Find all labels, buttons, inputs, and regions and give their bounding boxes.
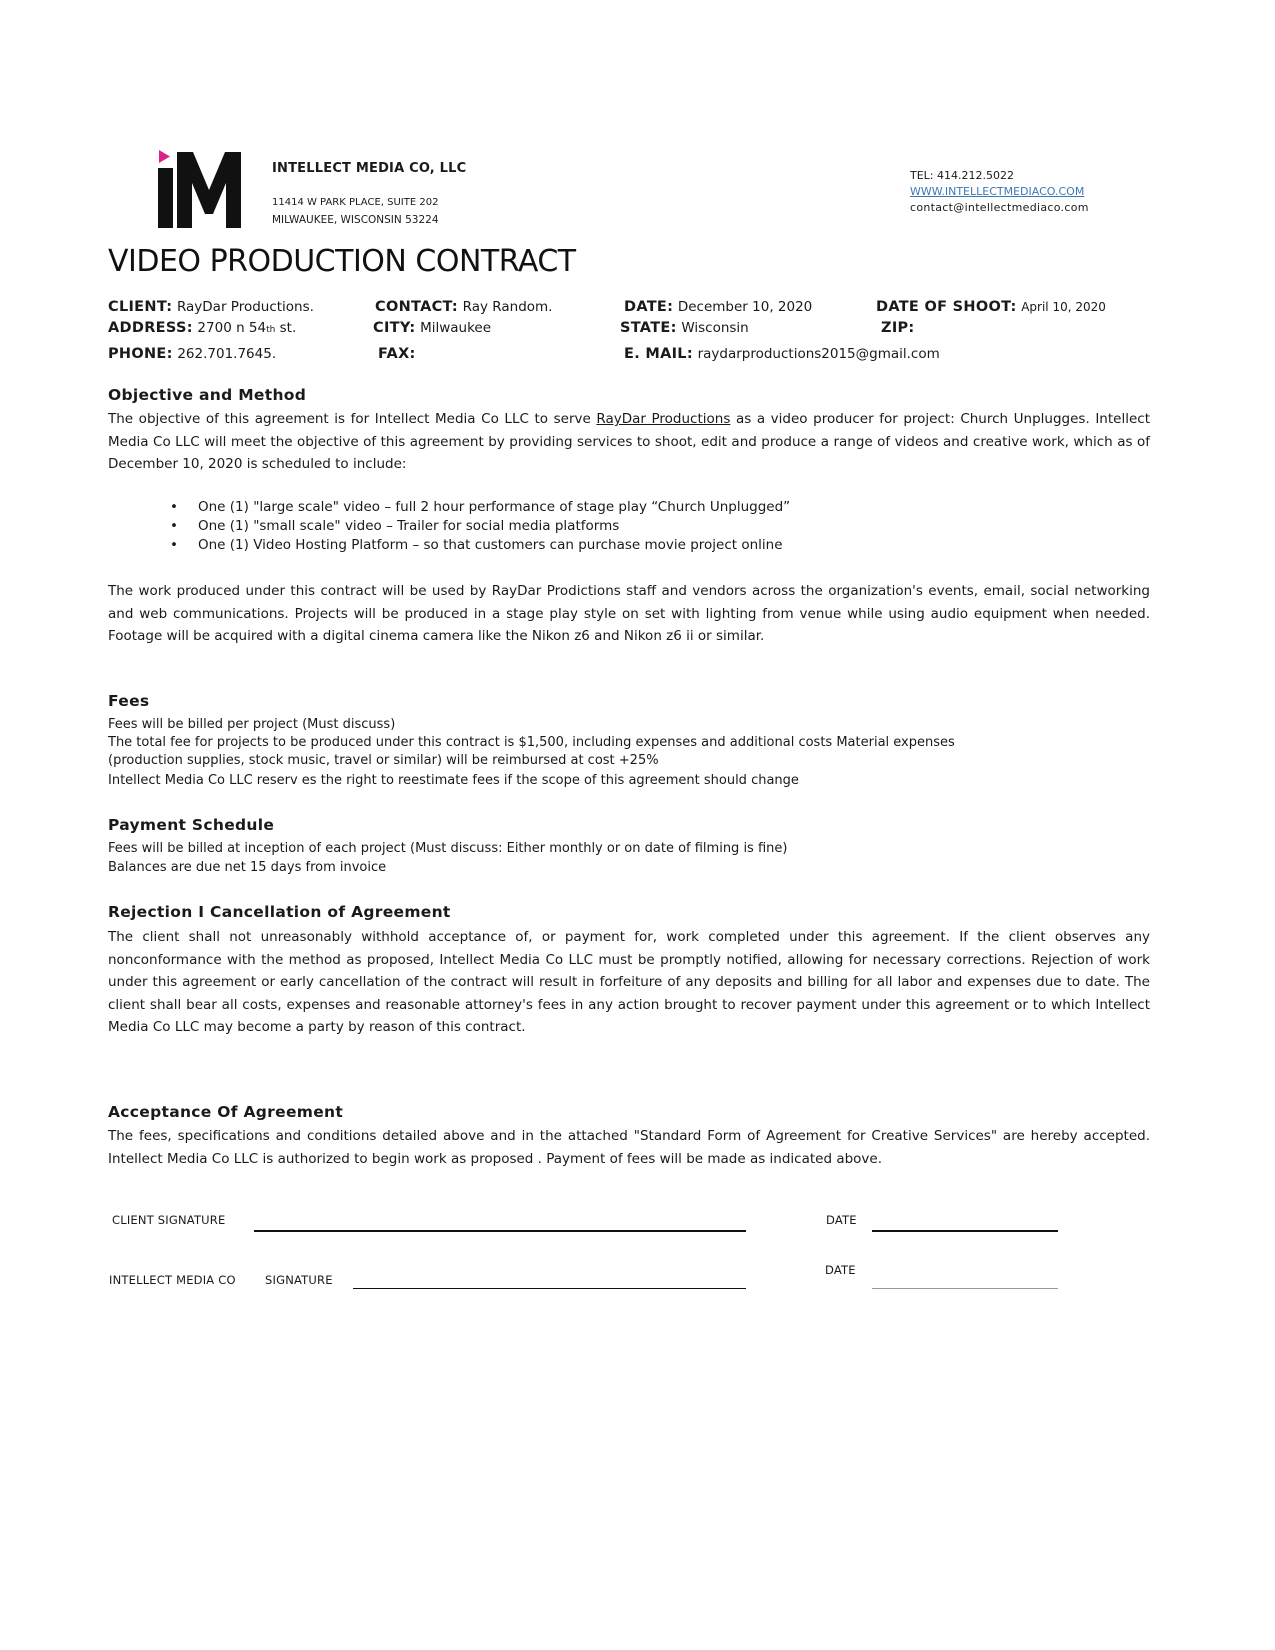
raydar-productions-link[interactable]: RayDar Productions xyxy=(596,411,731,427)
list-item: • One (1) "small scale" video – Trailer for social media platforms xyxy=(170,517,790,536)
deliverables-list xyxy=(170,498,790,555)
contact-field xyxy=(375,299,552,315)
phone-value: 262.701.7645. xyxy=(177,346,277,362)
logo-play-icon xyxy=(159,150,170,163)
client-signature-label: CLIENT SIGNATURE xyxy=(112,1213,226,1227)
date-of-shoot-value: April 10, 2020 xyxy=(1021,300,1106,314)
logo-m-shape xyxy=(177,152,241,228)
city-field xyxy=(373,320,491,336)
state-value: Wisconsin xyxy=(681,320,749,336)
rejection-heading: Rejection I Cancellation of Agreement xyxy=(108,903,451,921)
zip-field xyxy=(881,320,915,336)
client-date-label: DATE xyxy=(826,1213,857,1227)
company-address-line2: MILWAUKEE, WISCONSIN 53224 xyxy=(272,214,439,226)
company-date-label: DATE xyxy=(825,1263,856,1277)
payment-line: Fees will be billed at inception of each project (Must discuss: Either monthly or on date of filming is fine) xyxy=(108,841,788,856)
objective-heading: Objective and Method xyxy=(108,386,307,404)
rejection-paragraph: The client shall not unreasonably withhold acceptance of, or payment for, work completed under this agreement. If the client observes any nonconformance with the method as proposed, Intellect Media Co LLC must be promptly notified, allowing for necessary corrections. Rejection of work under this agreement or early cancellation of the contract will result in forfeiture of any deposits and billing for all labor and expenses due to date. The client shall bear all costs, expenses and reasonable attorney's fees in any action brought to recover payment under this agreement or to which Intellect Media Co LLC may become a party by reason of this contract. xyxy=(108,929,1150,1035)
company-logo xyxy=(155,150,243,230)
payment-heading: Payment Schedule xyxy=(108,816,275,834)
phone-field xyxy=(108,346,276,362)
objective-paragraph: The objective of this agreement is for Intellect Media Co LLC to serve RayDar Productions as a video producer for project: Church Unplugges. Intellect Media Co LLC will meet the objective of this agreement by providing services to shoot, edit and produce a range of videos and creative work, which as of December 10, 2020 is scheduled to include: xyxy=(108,411,1150,472)
date-field xyxy=(624,299,812,315)
client-signature-line[interactable] xyxy=(254,1230,746,1232)
list-item: • One (1) "large scale" video – full 2 hour performance of stage play “Church Unplugged” xyxy=(170,498,790,517)
address-value: 2700 n 54th st. xyxy=(197,320,297,336)
city-label: CITY: xyxy=(373,320,416,336)
client-date-line[interactable] xyxy=(872,1230,1058,1232)
state-label: STATE: xyxy=(620,320,677,336)
company-address-line1: 11414 W PARK PLACE, SUITE 202 xyxy=(272,197,439,208)
logo-i-stem xyxy=(158,168,173,228)
fees-heading: Fees xyxy=(108,692,150,710)
client-label: CLIENT: xyxy=(108,299,173,315)
fax-field xyxy=(378,346,416,362)
acceptance-paragraph: The fees, specifications and conditions detailed above and in the attached "Standard Form of Agreement for Creative Services" are hereby accepted. Intellect Media Co LLC is authorized to begin work as proposed . Payment of fees will be made as indicated above. xyxy=(108,1128,1150,1167)
email-field xyxy=(624,346,940,362)
contact-label: CONTACT: xyxy=(375,299,459,315)
acceptance-heading: Acceptance Of Agreement xyxy=(108,1103,344,1121)
usage-paragraph: The work produced under this contract will be used by RayDar Prodictions staff and vendors across the organization's events, email, social networking and web communications. Projects will be produced in a stage play style on set with lighting from venue while using audio equipment when needed. Footage will be acquired with a digital cinema camera like the Nikon z6 and Nikon z6 ii or similar. xyxy=(108,583,1150,644)
date-of-shoot-label: DATE OF SHOOT: xyxy=(876,299,1017,315)
company-name: INTELLECT MEDIA CO, LLC xyxy=(272,161,467,176)
contact-value: Ray Random. xyxy=(462,299,553,315)
company-signature-line[interactable] xyxy=(353,1288,746,1289)
date-value: December 10, 2020 xyxy=(677,299,813,315)
state-field xyxy=(620,320,749,336)
date-label: DATE: xyxy=(624,299,674,315)
list-item: • One (1) Video Hosting Platform – so that customers can purchase movie project online xyxy=(170,536,790,555)
date-of-shoot-field xyxy=(876,299,1106,315)
company-telephone: TEL: 414.212.5022 xyxy=(910,169,1014,182)
email-label: E. MAIL: xyxy=(624,346,693,362)
company-email: contact@intellectmediaco.com xyxy=(910,201,1089,214)
client-field xyxy=(108,299,314,315)
company-signature-label: INTELLECT MEDIA CO xyxy=(109,1273,236,1287)
fees-line: Fees will be billed per project (Must discuss) xyxy=(108,717,396,732)
fees-line: The total fee for projects to be produced under this contract is $1,500, including expenses and additional costs Material expenses xyxy=(108,735,955,750)
fees-line: (production supplies, stock music, travel or similar) will be reimbursed at cost +25% xyxy=(108,753,659,768)
payment-line: Balances are due net 15 days from invoice xyxy=(108,860,387,875)
email-value: raydarproductions2015@gmail.com xyxy=(697,346,940,362)
phone-label: PHONE: xyxy=(108,346,173,362)
address-field xyxy=(108,320,296,336)
document-title: VIDEO PRODUCTION CONTRACT xyxy=(108,244,576,279)
fees-line: Intellect Media Co LLC reserv es the right to reestimate fees if the scope of this agreement should change xyxy=(108,773,799,788)
company-website-link[interactable]: WWW.INTELLECTMEDIACO.COM xyxy=(910,185,1085,198)
city-value: Milwaukee xyxy=(420,320,492,336)
fax-label: FAX: xyxy=(378,346,416,362)
client-value: RayDar Productions. xyxy=(176,299,314,315)
address-label: ADDRESS: xyxy=(108,320,193,336)
zip-label: ZIP: xyxy=(881,320,915,336)
company-date-line[interactable] xyxy=(872,1288,1058,1289)
signature-label: SIGNATURE xyxy=(265,1273,333,1287)
